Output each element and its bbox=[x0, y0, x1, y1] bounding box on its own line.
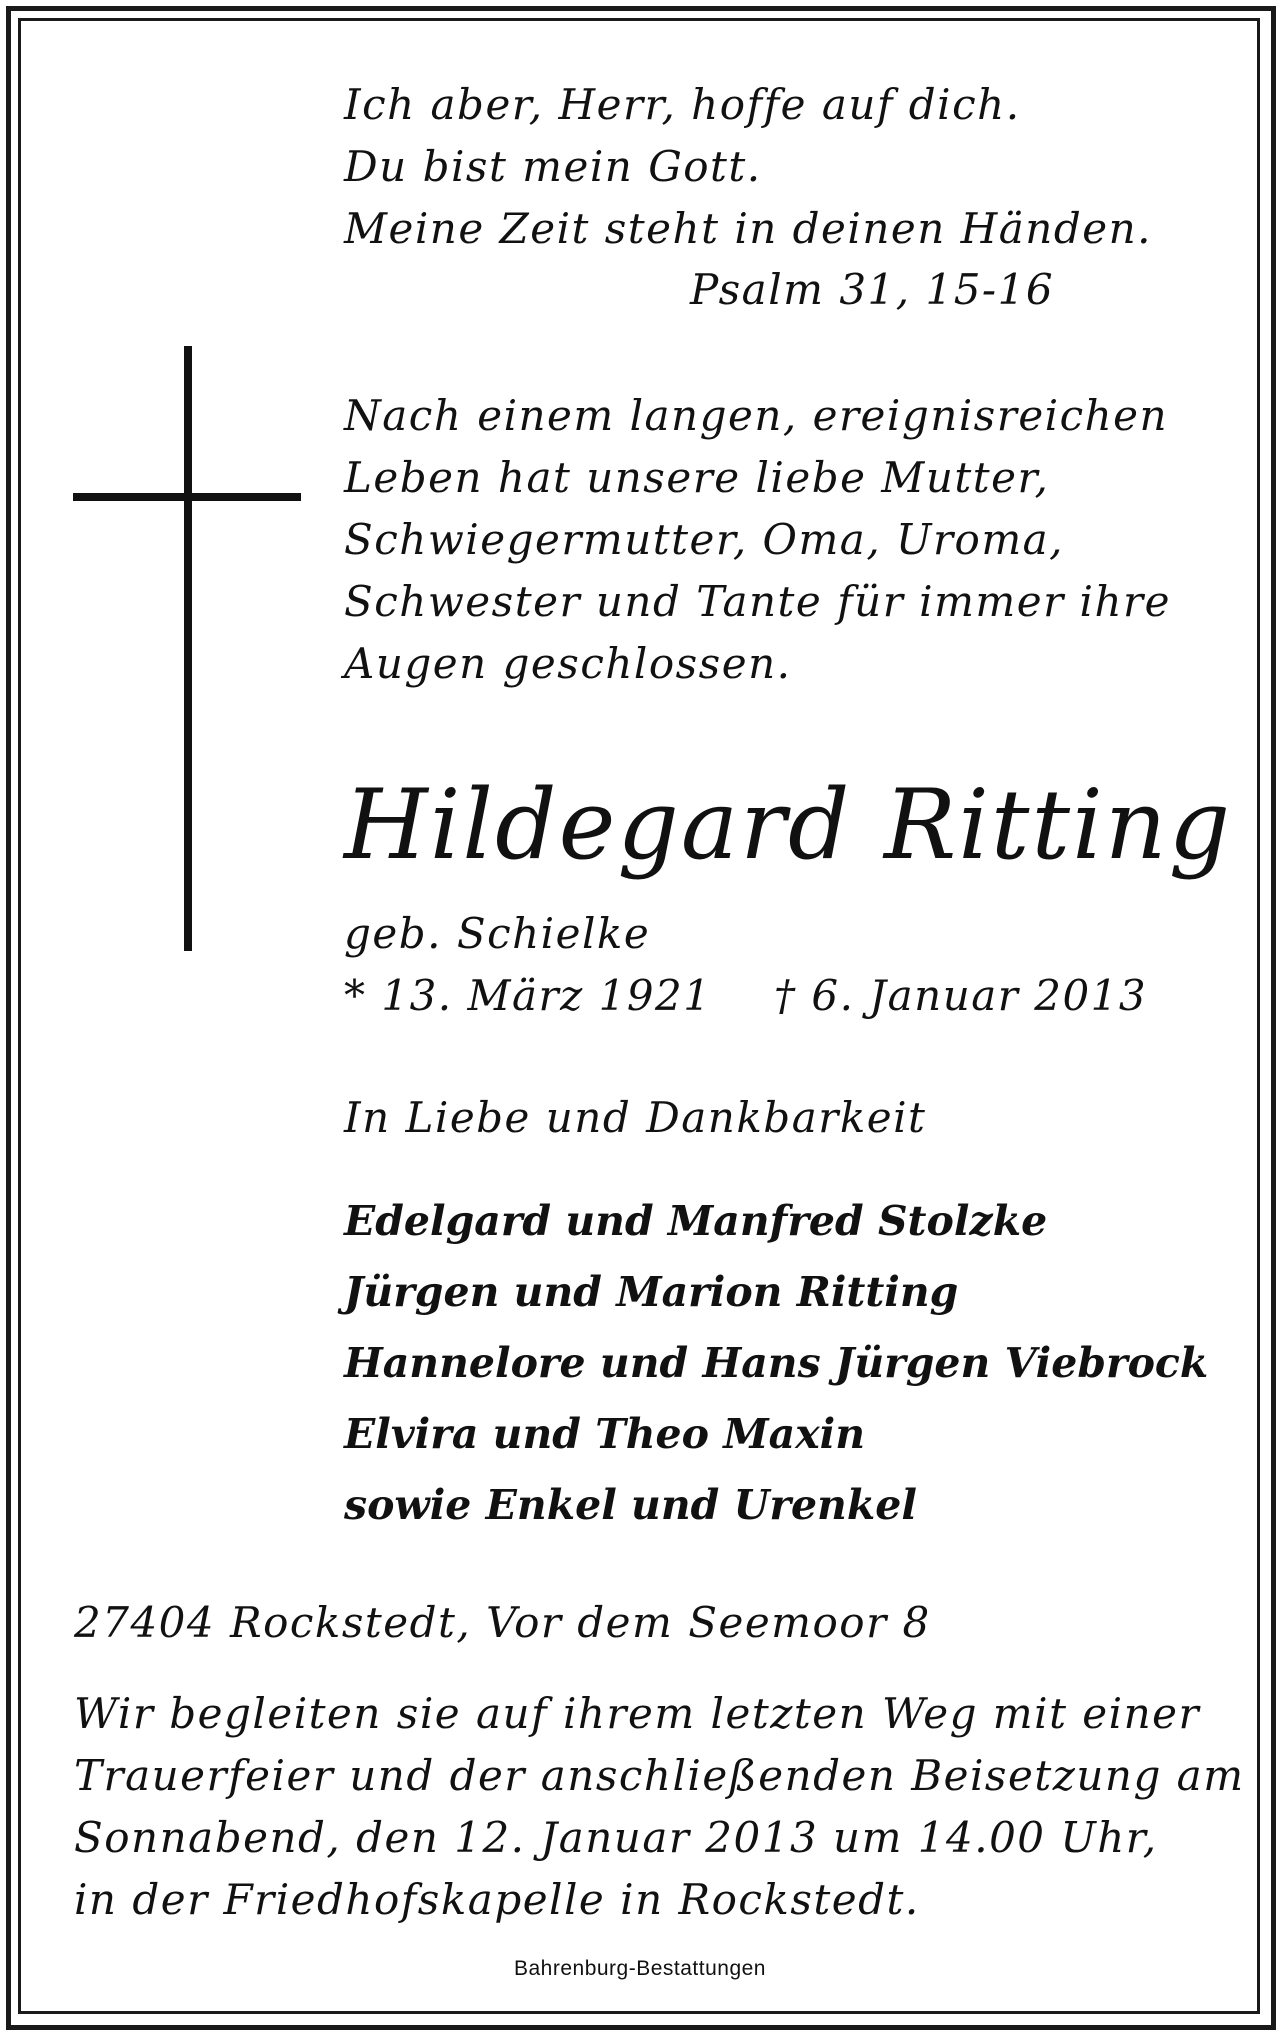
cross-vertical-beam bbox=[184, 346, 192, 951]
service-line: Wir begleiten sie auf ihrem letzten Weg mit einer bbox=[74, 1689, 1201, 1738]
psalm-line: Ich aber, Herr, hoffe auf dich. bbox=[344, 80, 1021, 129]
service-line: Sonnabend, den 12. Januar 2013 um 14.00 Uhr, bbox=[74, 1813, 1158, 1862]
mourner-family: Elvira und Theo Maxin bbox=[344, 1410, 866, 1458]
mourners-list bbox=[344, 1186, 1208, 1541]
announcement-line: Schwiegermutter, Oma, Uroma, bbox=[344, 515, 1065, 564]
announcement-line: Schwester und Tante für immer ihre bbox=[344, 577, 1171, 626]
psalm-line: Meine Zeit steht in deinen Händen. bbox=[344, 204, 1152, 253]
address: 27404 Rockstedt, Vor dem Seemoor 8 bbox=[74, 1598, 931, 1647]
death-date: † 6. Januar 2013 bbox=[774, 971, 1148, 1020]
service-line: in der Friedhofskapelle in Rockstedt. bbox=[74, 1875, 920, 1924]
mourners-intro: In Liebe und Dankbarkeit bbox=[344, 1093, 927, 1142]
psalm-line: Du bist mein Gott. bbox=[344, 142, 762, 191]
service-invitation bbox=[74, 1683, 1245, 1931]
psalm-verse bbox=[344, 74, 1152, 260]
psalm-reference: Psalm 31, 15-16 bbox=[690, 265, 1055, 314]
cross-horizontal-beam bbox=[73, 493, 301, 501]
announcement-line: Leben hat unsere liebe Mutter, bbox=[344, 453, 1050, 502]
mourner-family: Hannelore und Hans Jürgen Viebrock bbox=[344, 1339, 1209, 1387]
announcement-line: Augen geschlossen. bbox=[344, 639, 792, 688]
service-line: Trauerfeier und der anschließenden Beisetzung am bbox=[74, 1751, 1245, 1800]
maiden-name: geb. Schielke bbox=[344, 909, 651, 958]
mourner-family: Edelgard und Manfred Stolzke bbox=[344, 1197, 1048, 1245]
announcement-text bbox=[344, 385, 1171, 695]
funeral-home-credit: Bahrenburg-Bestattungen bbox=[513, 1957, 766, 1980]
announcement-line: Nach einem langen, ereignisreichen bbox=[344, 391, 1169, 440]
deceased-name: Hildegard Ritting bbox=[344, 769, 1233, 881]
birth-date: * 13. März 1921 bbox=[344, 971, 712, 1020]
mourner-family: sowie Enkel und Urenkel bbox=[344, 1481, 917, 1529]
mourner-family: Jürgen und Marion Ritting bbox=[344, 1268, 959, 1316]
